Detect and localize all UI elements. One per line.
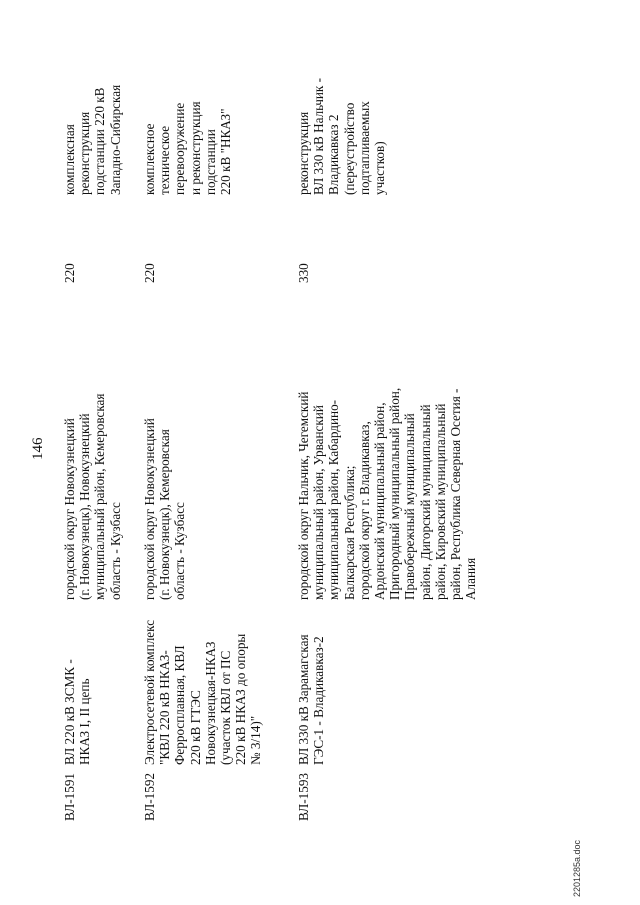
object-location: городской округ Новокузнецкий (г. Новокузнецк), Кемеровская область - Кузбасс bbox=[142, 418, 188, 600]
object-id: ВЛ-1592 bbox=[142, 772, 157, 821]
object-description: реконструкция ВЛ 330 кВ Нальчик - Владикавказ 2 (переустройство подтапливаемых участков) bbox=[296, 78, 388, 195]
object-description: комплексное техническое перевооружение и реконструкция подстанции 220 кВ "НКАЗ" bbox=[142, 101, 234, 195]
object-name: ВЛ 330 кВ Зарамагская ГЭС-1 - Владикавказ-2 bbox=[296, 634, 327, 765]
object-location: городской округ Нальчик, Чегемский муниципальный район, Урванский муниципальный район, Кабардино- Балкарская Республика; городской округ г. Владикавказ, Ардонский муниципальный район, Пригородный муниципальный район, Правобережный муниципальный район, Дигорский муниципальный район, Кировский муниципальный район, Республика Северная Осетия - Алания bbox=[296, 387, 479, 600]
object-id: ВЛ-1591 bbox=[62, 772, 77, 821]
page-number: 146 bbox=[30, 437, 46, 460]
object-location: городской округ Новокузнецкий (г. Новокузнецк), Новокузнецкий муниципальный район, Кемеровская область - Кузбасс bbox=[62, 393, 123, 600]
object-description: комплексная реконструкция подстанции 220 кВ Западно-Сибирская bbox=[62, 84, 123, 195]
object-id: ВЛ-1593 bbox=[296, 772, 311, 821]
object-name: ВЛ 220 кВ ЗСМК - НКАЗ I, II цепь bbox=[62, 659, 93, 765]
object-voltage: 220 bbox=[142, 263, 157, 283]
object-name: Электросетевой комплекс "КВЛ 220 кВ НКАЗ- Ферросплавная, КВЛ 220 кВ ГТЭС Новокузнецкая-НКАЗ (участок КВЛ от ПС 220 кВ НКАЗ до опоры № 3/14)" bbox=[142, 619, 264, 765]
object-voltage: 220 bbox=[62, 263, 77, 283]
document-footer-code: 2201285а.doc bbox=[572, 839, 582, 897]
object-voltage: 330 bbox=[296, 263, 311, 283]
